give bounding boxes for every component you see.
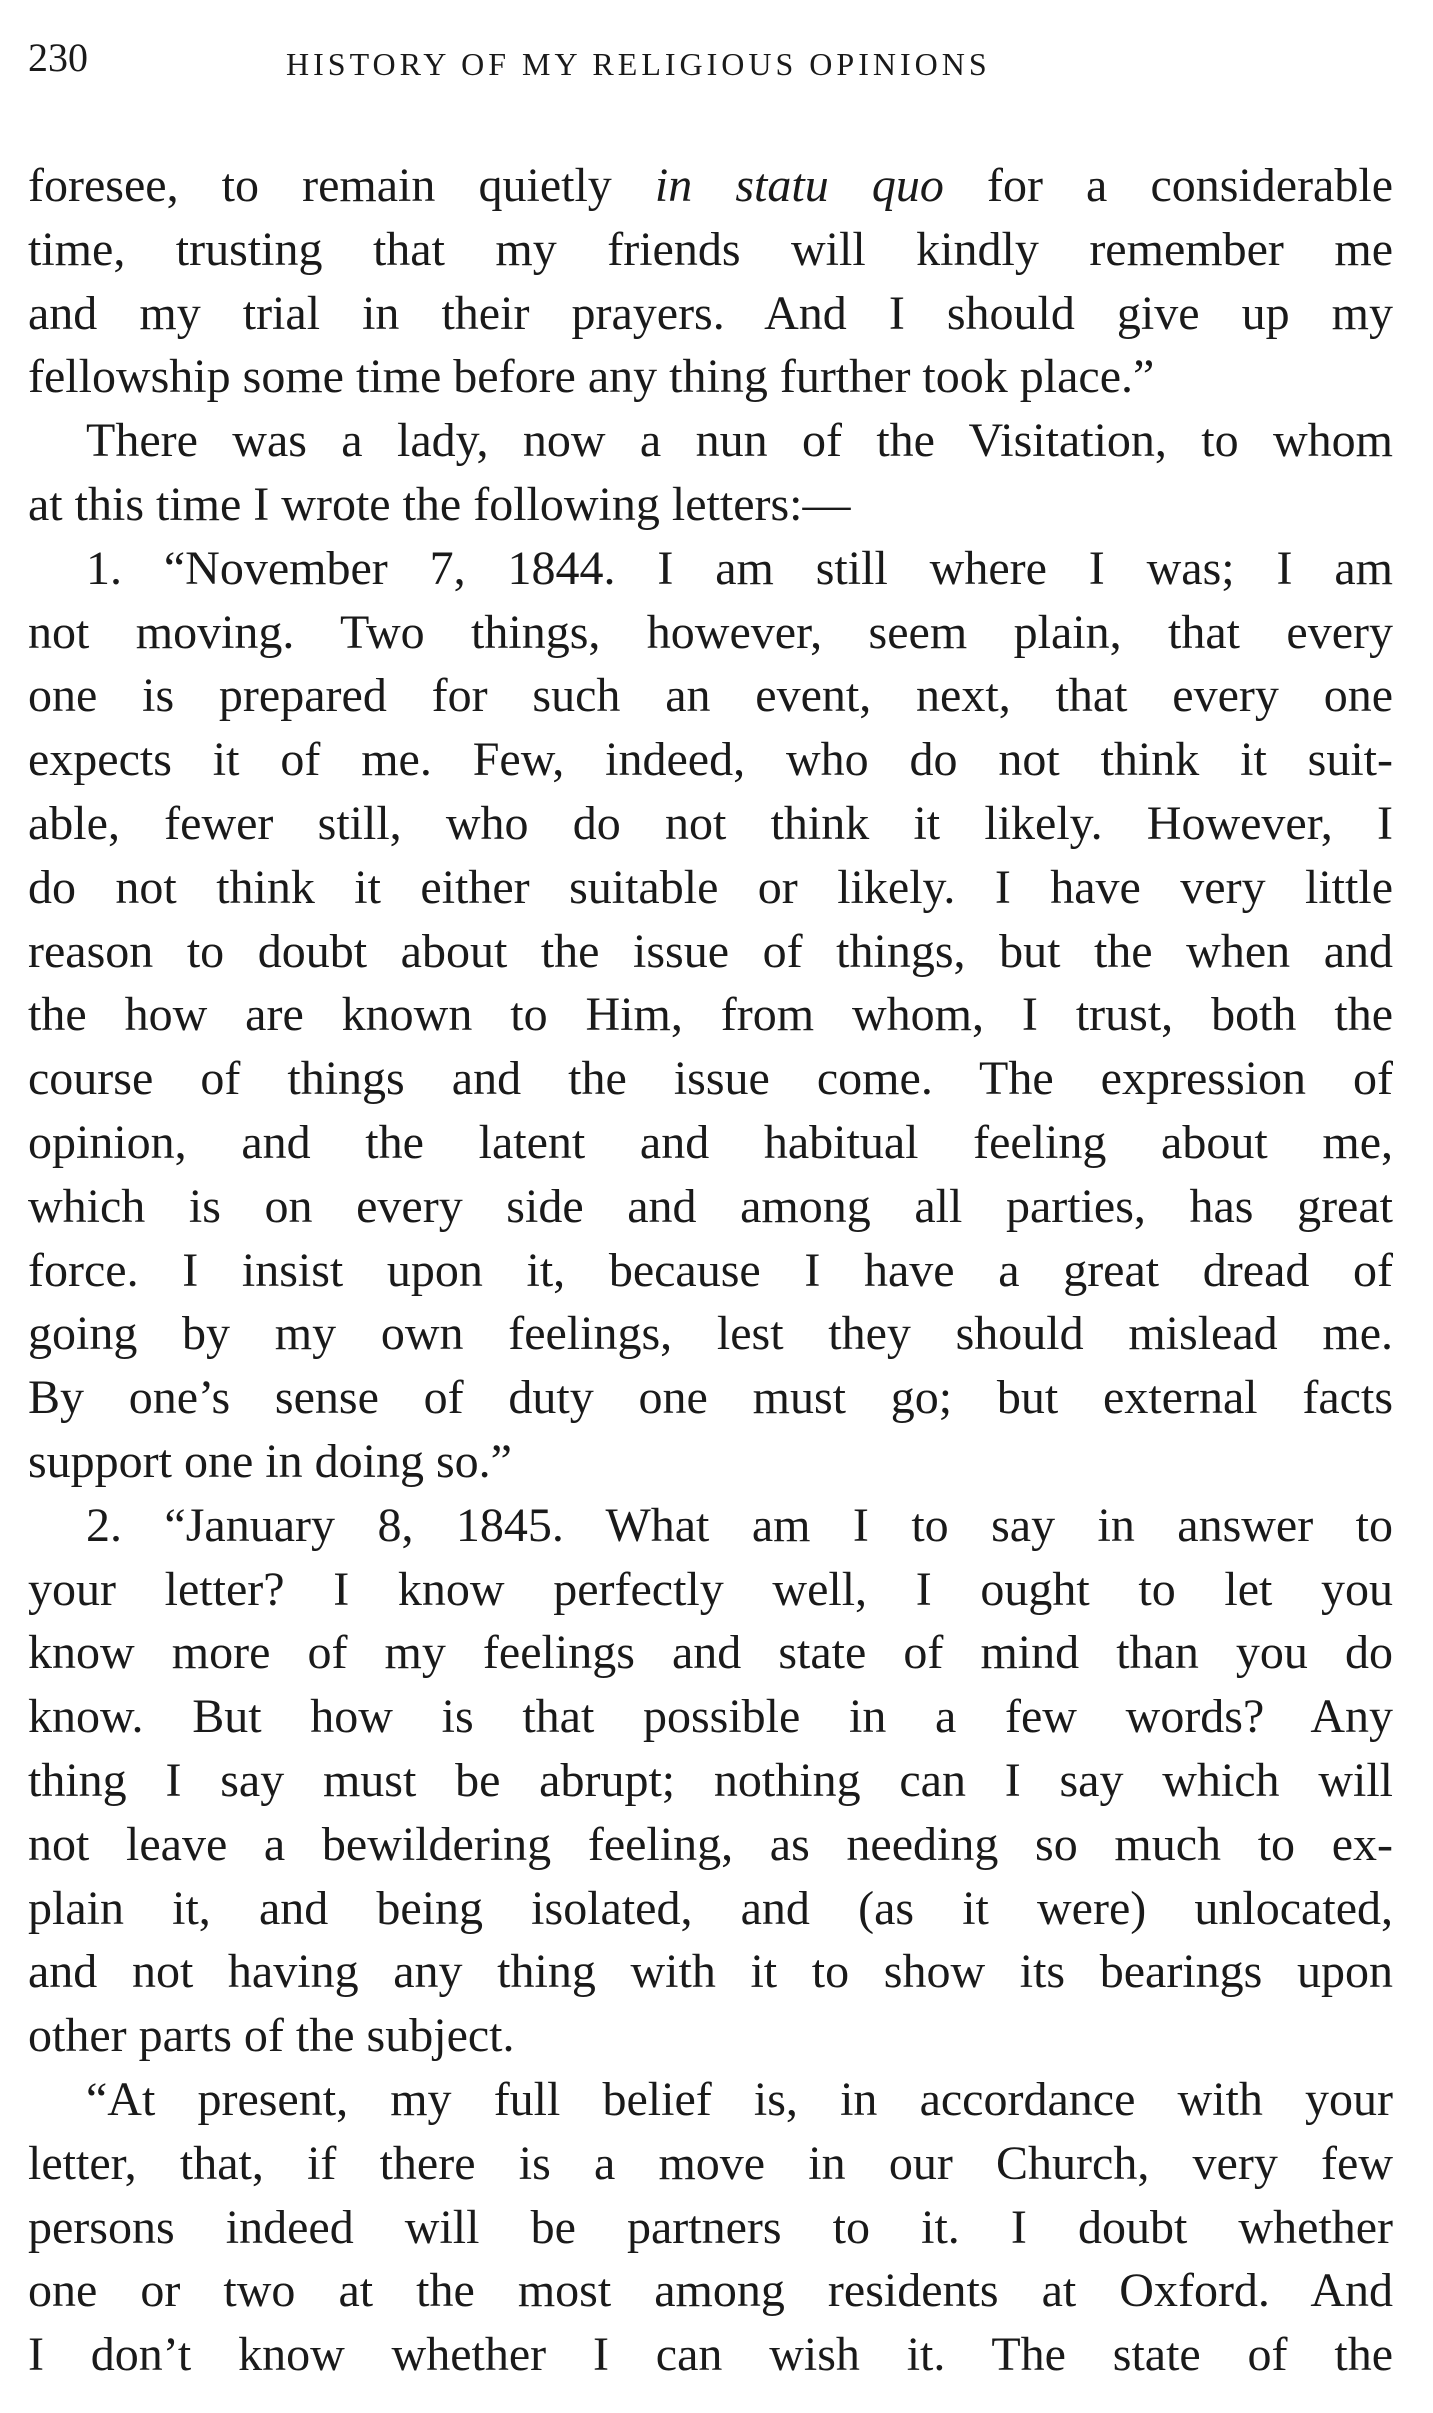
text-line: persons indeed will be partners to it. I doubt whether [28, 2200, 1393, 2254]
text-line: I don’t know whether I can wish it. The state of the [28, 2328, 1393, 2382]
text-line: reason to doubt about the issue of things, but the when and [28, 924, 1393, 978]
text-line: and not having any thing with it to show its bearings upon [28, 1945, 1393, 1999]
text-line: fellowship some time before any thing further took place.” [28, 350, 1155, 404]
text-line: able, fewer still, who do not think it likely. However, I [28, 796, 1393, 850]
text-line: at this time I wrote the following letters:— [28, 477, 851, 531]
body-text [28, 154, 1393, 2387]
text-line: your letter? I know perfectly well, I ought to let you [28, 1562, 1393, 1616]
letter-2-start: 2. “January 8, 1845. What am I to say in answer to [86, 1498, 1393, 1552]
page-number: 230 [28, 35, 88, 80]
text-line: letter, that, if there is a move in our Church, very few [28, 2136, 1393, 2190]
text-line: going by my own feelings, lest they should mislead me. [28, 1307, 1393, 1361]
text-line: one is prepared for such an event, next, that every one [28, 669, 1393, 723]
latin-phrase: in statu quo [654, 159, 944, 212]
text-line: know more of my feelings and state of mind than you do [28, 1626, 1393, 1680]
book-page [28, 28, 1393, 2387]
text-line: thing I say must be abrupt; nothing can I say which will [28, 1753, 1393, 1807]
text-line: and my trial in their prayers. And I should give up my [28, 286, 1393, 340]
running-head [28, 28, 1393, 88]
text-line: expects it of me. Few, indeed, who do not think it suit- [28, 733, 1393, 787]
text-line: other parts of the subject. [28, 2009, 515, 2063]
text-line: opinion, and the latent and habitual feeling about me, [28, 1115, 1393, 1169]
paragraph-start: There was a lady, now a nun of the Visitation, to whom [86, 414, 1393, 468]
text-line: not leave a bewildering feeling, as needing so much to ex- [28, 1817, 1393, 1871]
text-line: one or two at the most among residents at Oxford. And [28, 2264, 1393, 2318]
text-line: which is on every side and among all parties, has great [28, 1179, 1393, 1233]
letter-1-start: 1. “November 7, 1844. I am still where I was; I am [86, 541, 1393, 595]
text-line: not moving. Two things, however, seem plain, that every [28, 605, 1393, 659]
text-line: force. I insist upon it, because I have a great dread of [28, 1243, 1393, 1297]
running-title: HISTORY OF MY RELIGIOUS OPINIONS [286, 46, 991, 82]
text-line: plain it, and being isolated, and (as it were) unlocated, [28, 1881, 1393, 1935]
text-line: know. But how is that possible in a few words? Any [28, 1690, 1393, 1744]
text-line: course of things and the issue come. The expression of [28, 1052, 1393, 1106]
text-line: time, trusting that my friends will kindly remember me [28, 222, 1393, 276]
text-line: do not think it either suitable or likely. I have very little [28, 860, 1393, 914]
text-line: support one in doing so.” [28, 1434, 512, 1488]
text-line: foresee, to remain quietly in statu quo for a considerable [28, 159, 1393, 212]
paragraph-start: “At present, my full belief is, in accordance with your [86, 2072, 1393, 2126]
text-line: the how are known to Him, from whom, I trust, both the [28, 988, 1393, 1042]
text-line: By one’s sense of duty one must go; but external facts [28, 1371, 1393, 1425]
